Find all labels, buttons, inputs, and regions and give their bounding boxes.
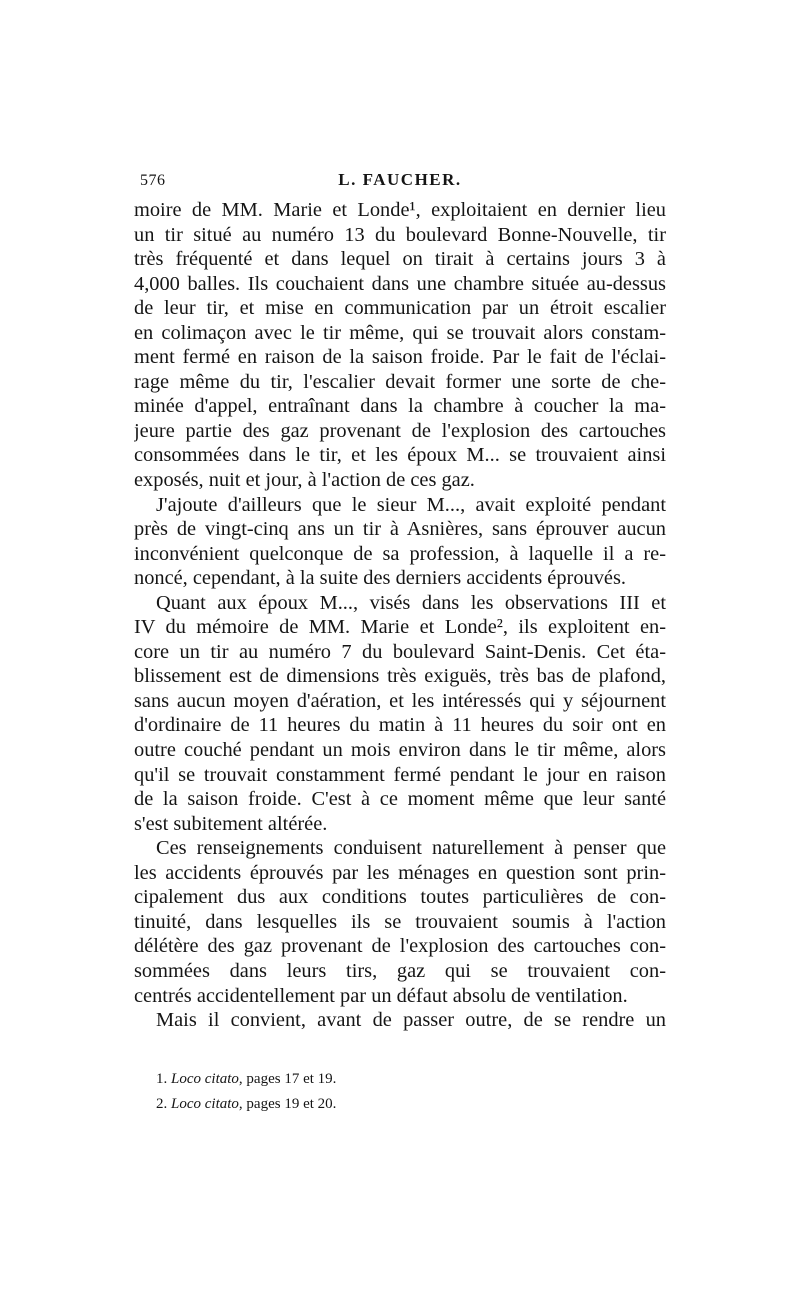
text-line: tinuité, dans lesquelles ils se trouvaient soumis à l'action [134,910,666,933]
text-line: IV du mémoire de MM. Marie et Londe², ils exploitent en- [134,616,666,639]
text-line: s'est subitement altérée. [134,812,328,835]
text-line: qu'il se trouvait constamment fermé pendant le jour en raison [134,763,666,786]
footnote-detail: , pages 19 et 20. [238,1095,337,1112]
text-line: Ces renseignements conduisent naturellement à penser que [156,837,666,860]
footnotes [134,1067,666,1117]
text-line: sommées dans leurs tirs, gaz qui se trouvaient con- [134,959,666,982]
book-page [134,168,666,1117]
text-line: minée d'appel, entraînant dans la chambre à coucher la ma- [134,395,666,418]
text-line: d'ordinaire de 11 heures du matin à 11 heures du soir ont en [134,714,666,737]
text-line: délétère des gaz provenant de l'explosion des cartouches con- [134,935,666,958]
text-line: noncé, cependant, à la suite des derniers accidents éprouvés. [134,567,627,590]
footnote-marker: 1. [156,1070,168,1087]
text-line: rage même du tir, l'escalier devait former une sorte de che- [134,370,666,393]
text-line: Mais il convient, avant de passer outre, de se rendre un [156,1009,666,1032]
body-text [134,198,666,1033]
text-line: un tir situé au numéro 13 du boulevard Bonne-Nouvelle, tir [134,223,666,246]
paragraph [134,198,666,493]
text-line: exposés, nuit et jour, à l'action de ces gaz. [134,469,475,492]
text-line: blissement est de dimensions très exiguës, très bas de plafond, [134,665,666,688]
text-line: consommées dans le tir, et les époux M... se trouvaient ainsi [134,444,666,467]
text-line: 4,000 balles. Ils couchaient dans une chambre située au-dessus [134,272,666,295]
footnote-detail: , pages 17 et 19. [238,1070,337,1087]
page-number: 576 [140,172,166,189]
text-line: Quant aux époux M..., visés dans les observations III et [156,591,666,614]
running-head [134,168,666,198]
text-line: outre couché pendant un mois environ dans le tir même, alors [134,739,666,762]
paragraph [134,1008,666,1033]
footnote-source: Loco citato [171,1095,239,1112]
text-line: sans aucun moyen d'aération, et les intéressés qui y séjournent [134,689,666,712]
text-line: cipalement dus aux conditions toutes particulières de con- [134,886,666,909]
text-line: jeure partie des gaz provenant de l'explosion des cartouches [134,419,666,442]
text-line: moire de MM. Marie et Londe¹, exploitaient en dernier lieu [134,199,666,221]
paragraph [134,493,666,591]
text-line: en colimaçon avec le tir même, qui se trouvait alors constam- [134,321,666,344]
text-line: les accidents éprouvés par les ménages en question sont prin- [134,861,666,884]
text-line: de la saison froide. C'est à ce moment même que leur santé [134,788,666,811]
text-line: de leur tir, et mise en communication par un étroit escalier [134,297,666,320]
paragraph [134,836,666,1008]
text-line: près de vingt-cinq ans un tir à Asnières, sans éprouver aucun [134,518,666,541]
running-title: L. FAUCHER. [338,170,462,189]
text-line: très fréquenté et dans lequel on tirait à certains jours 3 à [134,248,666,271]
paragraph [134,591,666,836]
text-line: inconvénient quelconque de sa profession, à laquelle il a re- [134,542,666,565]
footnote [156,1092,666,1117]
text-line: core un tir au numéro 7 du boulevard Saint-Denis. Cet éta- [134,640,666,663]
footnote-marker: 2. [156,1095,168,1112]
text-line: J'ajoute d'ailleurs que le sieur M..., avait exploité pendant [156,493,666,516]
footnote-source: Loco citato [171,1070,239,1087]
footnote [156,1067,666,1092]
text-line: ment fermé en raison de la saison froide. Par le fait de l'éclai- [134,346,666,369]
text-line: centrés accidentellement par un défaut absolu de ventilation. [134,984,628,1007]
